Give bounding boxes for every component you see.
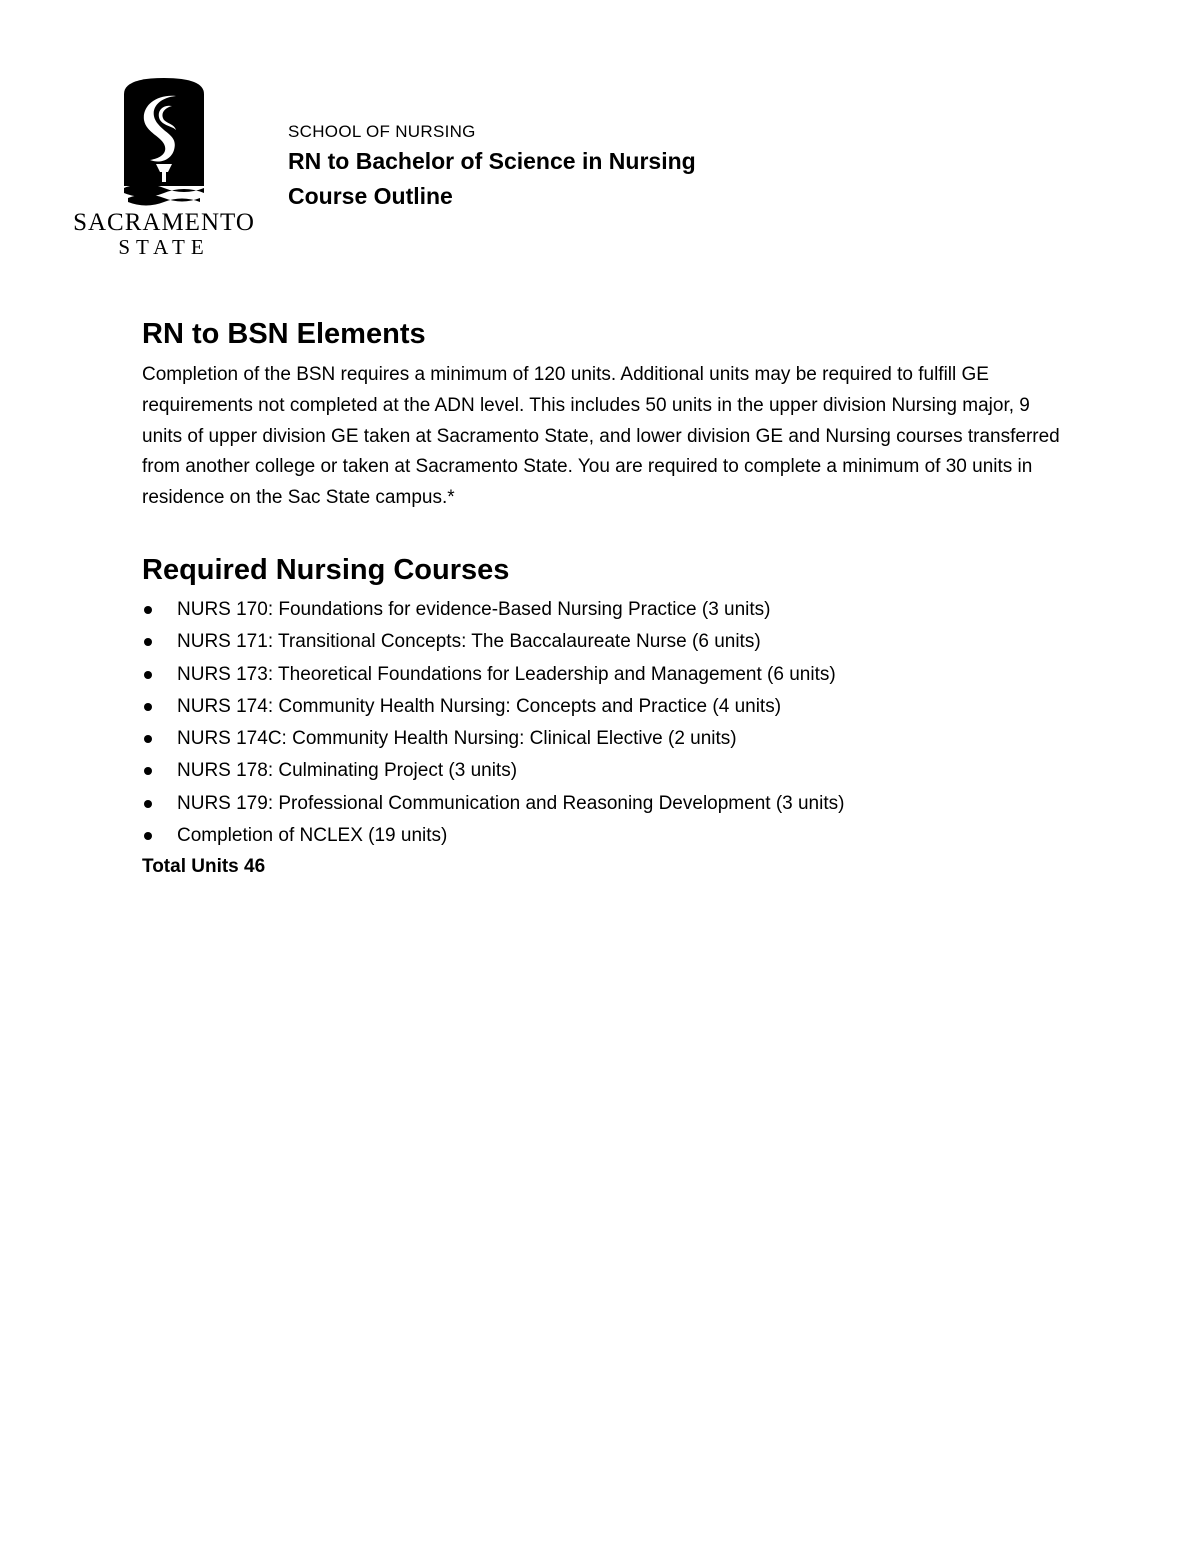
document-header — [288, 120, 696, 214]
bullet-icon — [144, 638, 152, 646]
list-item — [142, 659, 1102, 691]
courses-heading: Required Nursing Courses — [142, 553, 510, 586]
program-title: RN to Bachelor of Science in Nursing — [288, 148, 696, 174]
document-body — [142, 312, 1102, 882]
course-text: NURS 179: Professional Communication and Reasoning Development (3 units) — [177, 792, 845, 814]
total-units: Total Units 46 — [142, 856, 266, 878]
list-item — [142, 820, 1102, 852]
course-text: NURS 178: Culminating Project (3 units) — [177, 760, 518, 782]
logo-wordmark-line1: SACRAMENTO — [73, 209, 255, 236]
elements-heading: RN to BSN Elements — [142, 318, 426, 350]
course-text: NURS 174C: Community Health Nursing: Clinical Elective (2 units) — [177, 728, 737, 750]
elements-paragraph: Completion of the BSN requires a minimum of 120 units. Additional units may be required to fulfill GE requirements not completed at the ADN level. This includes 50 units in the upper division Nursing major, 9 units of upper division GE taken at Sacramento State, and lower division GE and Nursing courses transferred from another college or taken at Sacramento State. You are required to complete a minimum of 30 units in residence on the Sac State campus.* — [142, 364, 1060, 509]
course-text: Completion of NCLEX (19 units) — [177, 825, 448, 847]
course-list — [142, 594, 1102, 852]
bullet-icon — [144, 832, 152, 840]
bullet-icon — [144, 671, 152, 679]
torch-s-icon — [72, 76, 262, 260]
bullet-icon — [144, 606, 152, 614]
bullet-icon — [144, 800, 152, 808]
document-title: Course Outline — [288, 183, 453, 209]
logo-wordmark-line2: STATE — [118, 235, 210, 259]
course-text: NURS 170: Foundations for evidence-Based Nursing Practice (3 units) — [177, 598, 771, 620]
course-text: NURS 171: Transitional Concepts: The Baccalaureate Nurse (6 units) — [177, 631, 761, 653]
list-item — [142, 594, 1102, 626]
bullet-icon — [144, 735, 152, 743]
school-name: SCHOOL OF NURSING — [288, 122, 476, 141]
list-item — [142, 788, 1102, 820]
list-item — [142, 626, 1102, 658]
list-item — [142, 755, 1102, 787]
list-item — [142, 723, 1102, 755]
course-text: NURS 174: Community Health Nursing: Concepts and Practice (4 units) — [177, 695, 782, 717]
sacramento-state-logo — [72, 76, 262, 260]
course-text: NURS 173: Theoretical Foundations for Leadership and Management (6 units) — [177, 663, 836, 685]
bullet-icon — [144, 703, 152, 711]
list-item — [142, 691, 1102, 723]
bullet-icon — [144, 767, 152, 775]
